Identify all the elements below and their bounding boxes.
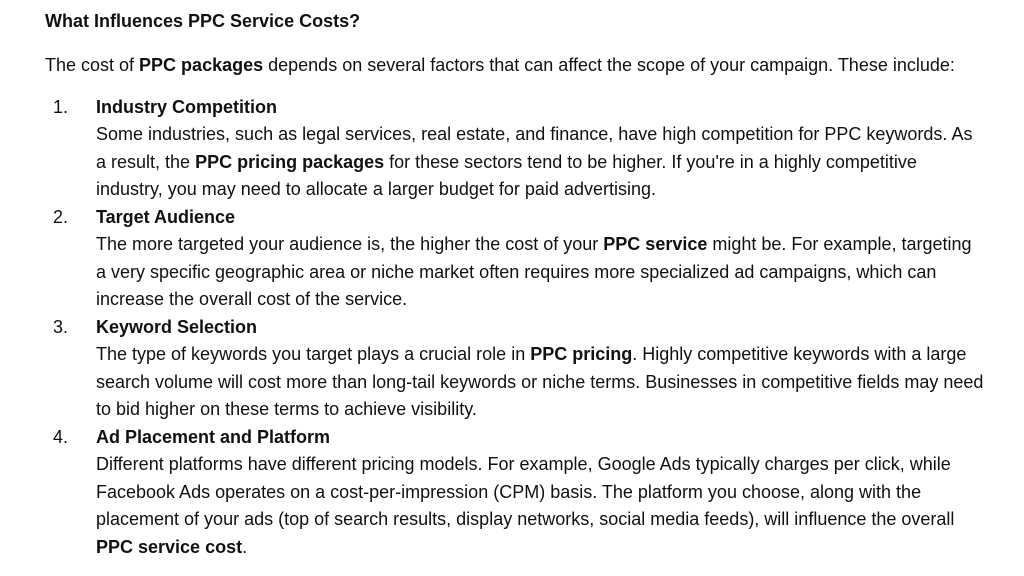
list-number: 1. bbox=[53, 96, 69, 117]
list-item bbox=[45, 204, 985, 314]
list-item-body bbox=[96, 234, 972, 309]
text-run: The type of keywords you target plays a crucial role in bbox=[96, 344, 531, 364]
list-item bbox=[45, 314, 985, 424]
bold-phrase: PPC service bbox=[603, 234, 708, 254]
bold-phrase: PPC pricing bbox=[530, 344, 633, 364]
list-item-title: Ad Placement and Platform bbox=[96, 426, 331, 447]
bold-phrase: PPC packages bbox=[139, 55, 264, 75]
list-number: 2. bbox=[53, 206, 69, 227]
list-item-title: Keyword Selection bbox=[96, 316, 258, 337]
list-item bbox=[45, 94, 985, 204]
list-number: 4. bbox=[53, 426, 69, 447]
bold-phrase: PPC service cost bbox=[96, 536, 243, 557]
text-run: might be. For example, targeting a very specific geographic area or niche market often requires more specialized ad campaigns, which can increase the overall cost of the service. bbox=[96, 234, 972, 309]
text-run: The cost of bbox=[45, 55, 140, 75]
bold-phrase: PPC pricing packages bbox=[195, 151, 385, 172]
list-item-body bbox=[96, 454, 954, 557]
intro-paragraph bbox=[45, 52, 985, 80]
list-item-body bbox=[96, 344, 983, 419]
list-item bbox=[45, 424, 985, 562]
document-content bbox=[45, 7, 985, 561]
text-run: Some industries, such as legal services, real estate, and finance, have high competition for PPC keywords. As a result, the bbox=[96, 124, 973, 172]
section-heading: What Influences PPC Service Costs? bbox=[45, 11, 361, 31]
text-run: . bbox=[242, 536, 248, 557]
text-run: Different platforms have different pricing models. For example, Google Ads typically charges per click, while Facebook Ads operates on a cost-per-impression (CPM) basis. The platform you choose, along with the placement of your ads (top of search results, display networks, social media feeds), will influence the overall bbox=[96, 454, 955, 529]
text-run: for these sectors tend to be higher. If you're in a highly competitive industry, you may need to allocate a larger budget for paid advertising. bbox=[96, 151, 917, 199]
list-number: 3. bbox=[53, 316, 69, 337]
factor-list bbox=[45, 94, 985, 562]
list-item-title: Target Audience bbox=[96, 206, 236, 227]
list-item-body bbox=[96, 124, 972, 199]
text-run: The more targeted your audience is, the higher the cost of your bbox=[96, 234, 604, 254]
list-item-title: Industry Competition bbox=[96, 96, 277, 117]
text-run: . Highly competitive keywords with a large search volume will cost more than long-tail keywords or niche terms. Businesses in competitive fields may need to bid higher on these terms to achieve visibility. bbox=[96, 344, 984, 419]
text-run: depends on several factors that can affect the scope of your campaign. These include: bbox=[263, 55, 955, 75]
